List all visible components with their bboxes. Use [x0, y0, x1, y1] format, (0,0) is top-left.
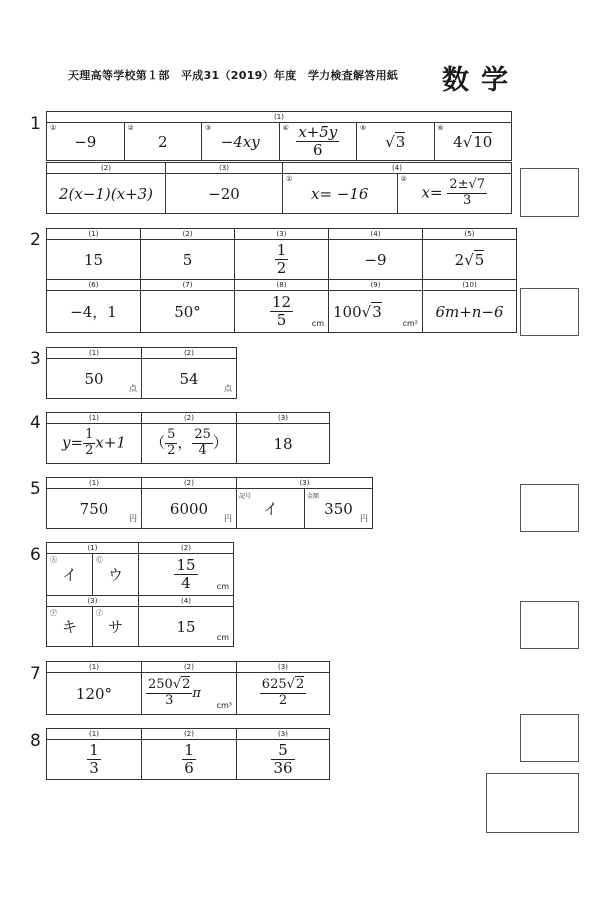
q7-2-answer [142, 673, 237, 715]
q4-3-answer: 18 [237, 424, 330, 464]
denominator: 2 [167, 443, 176, 458]
coefficient: 100 [333, 302, 362, 321]
q5-2-label: (2) [142, 478, 237, 489]
q1-2-answer: 2(x−1)(x+3) [47, 174, 166, 214]
q2-7-answer: 50° [141, 291, 235, 333]
answer-value: −4xy [220, 132, 260, 151]
q8-1-label: (1) [47, 729, 142, 740]
question-number-3: 3 [30, 349, 41, 369]
score-box-7 [520, 714, 579, 762]
q6-1-answer-b [93, 554, 139, 596]
q3-2-answer [142, 359, 237, 399]
q6-3-label: (3) [47, 596, 139, 607]
denominator: 2 [85, 443, 94, 458]
q6-4-label: (4) [139, 596, 234, 607]
q6-3-answer-b [93, 607, 139, 647]
q5-2-answer [142, 489, 237, 529]
denominator: 2 [276, 259, 287, 277]
q4-3-label: (3) [237, 413, 330, 424]
circle-label: ㋑ [96, 609, 103, 617]
q1-1-answer-5 [357, 123, 435, 161]
question-number-4: 4 [30, 413, 41, 433]
q2-4-label: (4) [329, 229, 423, 240]
denominator: 4 [181, 574, 191, 592]
q2-10-label: (10) [423, 280, 517, 291]
q3-2-label: (2) [142, 348, 237, 359]
numerator: 5 [167, 427, 176, 443]
question-number-1: 1 [30, 114, 41, 134]
denominator: 2 [278, 693, 288, 708]
q4-2-label: (2) [142, 413, 237, 424]
q2-table [46, 228, 517, 333]
q8-2-label: (2) [142, 729, 237, 740]
q8-2-answer [142, 740, 237, 780]
fraction [182, 742, 196, 778]
numerator: 15 [176, 555, 196, 574]
numerator: 1 [184, 740, 194, 759]
subject-title: 数学 [442, 65, 520, 96]
equation-prefix: y= [62, 433, 84, 452]
denominator: 36 [273, 759, 293, 777]
answer-value: x= −16 [311, 184, 369, 203]
q2-9-label: (9) [329, 280, 423, 291]
numerator: 1 [85, 427, 94, 443]
question-number-7: 7 [30, 664, 41, 684]
answer-value: 6000 [169, 499, 209, 518]
q2-2-label: (2) [141, 229, 235, 240]
q2-7-label: (7) [141, 280, 235, 291]
question-number-6: 6 [30, 545, 41, 565]
q1-row2-table [46, 162, 512, 214]
fraction [146, 678, 192, 709]
denominator: 3 [165, 693, 174, 708]
q6-4-answer [139, 607, 234, 647]
q2-1-label: (1) [47, 229, 141, 240]
q2-8-label: (8) [235, 280, 329, 291]
q1-4-answer-2 [397, 174, 512, 214]
circle-label: ② [400, 175, 407, 183]
fraction [83, 428, 95, 459]
q2-5-answer [423, 240, 517, 280]
question-number-8: 8 [30, 731, 41, 751]
q6-2-answer [139, 554, 234, 596]
denominator: 5 [276, 311, 287, 329]
unit-label: cm² [402, 319, 418, 328]
unit-label: 円 [360, 514, 368, 523]
numerator: 25 [194, 427, 211, 443]
sheet-header: 天理高等学校第１部 平成31（2019）年度 学力検査解答用紙 [68, 69, 399, 82]
fraction [270, 294, 293, 330]
score-box-2 [520, 288, 579, 336]
fraction [174, 557, 197, 593]
sqrt-sign: √ [361, 302, 372, 321]
answer-value: ウ [107, 566, 123, 584]
circle-label: ① [286, 175, 293, 183]
sqrt-sign: √ [286, 677, 295, 693]
circle-label: ⑤ [360, 124, 367, 132]
q4-table [46, 412, 330, 464]
q8-1-answer [47, 740, 142, 780]
answer-value: イ [262, 500, 278, 518]
field-tag: 記号 [239, 493, 252, 500]
numerator: 1 [89, 740, 99, 759]
unit-label: 点 [224, 384, 232, 393]
q7-3-label: (3) [237, 662, 330, 673]
radicand: 10 [473, 132, 493, 151]
radicand: 3 [395, 132, 406, 151]
q8-table [46, 728, 330, 780]
numerator: 1 [276, 240, 287, 259]
q5-3-label: (3) [237, 478, 373, 489]
q3-1-label: (1) [47, 348, 142, 359]
coefficient: 250 [148, 677, 173, 693]
answer-value: イ [61, 566, 77, 584]
q7-1-answer: 120° [47, 673, 142, 715]
q2-6-label: (6) [47, 280, 141, 291]
fraction-y [192, 428, 213, 459]
answer-value: 15 [176, 617, 196, 636]
numerator: 2±√7 [449, 177, 486, 193]
numerator [146, 678, 192, 694]
q2-3-label: (3) [235, 229, 329, 240]
q1-1-answer-1 [47, 123, 125, 161]
coefficient: 2 [454, 250, 465, 269]
denominator: 3 [463, 193, 472, 208]
circle-label: ㋐ [50, 609, 57, 617]
score-box-6 [520, 601, 579, 649]
sqrt-sign: √ [464, 250, 474, 269]
question-number-5: 5 [30, 479, 41, 499]
q5-3-amount [305, 489, 373, 529]
q5-3-symbol [237, 489, 305, 529]
q4-1-answer [47, 424, 142, 464]
fraction-x [165, 428, 177, 459]
radicand: 2 [182, 677, 191, 693]
denominator: 6 [184, 759, 194, 777]
circle-label: ④ [282, 124, 289, 132]
paren-close: ） [212, 433, 228, 452]
q7-2-label: (2) [142, 662, 237, 673]
equation-prefix: x= [421, 183, 443, 202]
q6-1-label: (1) [47, 543, 139, 554]
numerator: 5 [271, 742, 294, 760]
answer-value: 50 [84, 369, 104, 388]
paren-open: （ [150, 433, 166, 452]
fraction [447, 178, 487, 209]
q4-2-answer [142, 424, 237, 464]
q2-1-answer: 15 [47, 240, 141, 280]
unit-label: cm³ [216, 701, 232, 710]
q6-1-answer-a [47, 554, 93, 596]
q1-2-label: (2) [47, 163, 166, 174]
q7-1-label: (1) [47, 662, 142, 673]
q2-3-answer [235, 240, 329, 280]
sqrt-sign: √ [172, 677, 182, 693]
q2-2-answer: 5 [141, 240, 235, 280]
q6-3-answer-a [47, 607, 93, 647]
comma: ， [177, 433, 193, 452]
q1-4-answer-1 [283, 174, 398, 214]
circle-label: Ⓐ [50, 556, 57, 564]
unit-label: cm [216, 633, 229, 642]
circle-label: ① [50, 124, 57, 132]
fraction [296, 124, 339, 160]
q1-3-answer: −20 [166, 174, 283, 214]
fraction [260, 678, 306, 709]
sqrt-sign: √ [385, 132, 395, 151]
q7-table [46, 661, 330, 715]
q6-table [46, 542, 234, 647]
radicand: 5 [474, 250, 485, 269]
q5-1-label: (1) [47, 478, 142, 489]
circle-label: ② [127, 124, 134, 132]
q4-1-label: (1) [47, 413, 142, 424]
coefficient: 4 [453, 132, 463, 151]
q1-1-label: (1) [47, 112, 512, 123]
q2-6-answer: −4，1 [47, 291, 141, 333]
numerator [260, 678, 306, 694]
fraction [87, 742, 101, 778]
q5-1-answer [47, 489, 142, 529]
q1-3-label: (3) [166, 163, 283, 174]
q8-3-answer [237, 740, 330, 780]
sqrt-sign: √ [462, 132, 473, 151]
denominator: 6 [312, 141, 323, 159]
coefficient: 625 [261, 677, 287, 693]
denominator: 3 [89, 759, 99, 777]
unit-label: cm [311, 319, 324, 328]
circle-label: ③ [205, 124, 212, 132]
pi-symbol: π [192, 686, 201, 701]
q1-4-label: (4) [283, 163, 512, 174]
q8-3-label: (3) [237, 729, 330, 740]
unit-label: 点 [129, 384, 137, 393]
answer-value: −9 [74, 132, 97, 151]
q6-2-label: (2) [139, 543, 234, 554]
circle-label: Ⓒ [96, 556, 103, 564]
q2-8-answer [235, 291, 329, 333]
q2-4-answer: −9 [329, 240, 423, 280]
q7-3-answer [237, 673, 330, 715]
total-score-box [486, 773, 579, 833]
unit-label: 円 [129, 514, 137, 523]
q3-1-answer [47, 359, 142, 399]
q3-table [46, 347, 237, 399]
radicand: 2 [295, 677, 305, 693]
answer-value: キ [61, 618, 77, 636]
q5-table [46, 477, 373, 529]
unit-label: cm [216, 582, 229, 591]
q1-1-answer-3 [202, 123, 280, 161]
radicand: 3 [372, 302, 382, 321]
answer-value: 2 [157, 132, 168, 151]
numerator: 12 [271, 292, 292, 311]
score-box-1 [520, 168, 579, 217]
q2-10-answer: 6m+n−6 [423, 291, 517, 333]
answer-value: サ [107, 618, 123, 636]
q2-9-answer [329, 291, 423, 333]
score-box-5 [520, 484, 579, 532]
field-tag: 金額 [307, 493, 320, 500]
q1-1-answer-6 [434, 123, 512, 161]
q2-5-label: (5) [423, 229, 517, 240]
unit-label: 円 [224, 514, 232, 523]
fraction [271, 742, 294, 778]
answer-value: 750 [79, 499, 109, 518]
answer-value: 350 [324, 499, 353, 518]
equation-suffix: x+1 [95, 433, 126, 452]
q1-row1-table [46, 111, 512, 161]
fraction [275, 242, 289, 278]
question-number-2: 2 [30, 230, 41, 250]
answer-value: 54 [179, 369, 199, 388]
q1-1-answer-2 [124, 123, 202, 161]
q1-1-answer-4 [279, 123, 357, 161]
numerator: x+5y [298, 122, 338, 141]
denominator: 4 [198, 443, 207, 458]
circle-label: ⑥ [437, 124, 444, 132]
